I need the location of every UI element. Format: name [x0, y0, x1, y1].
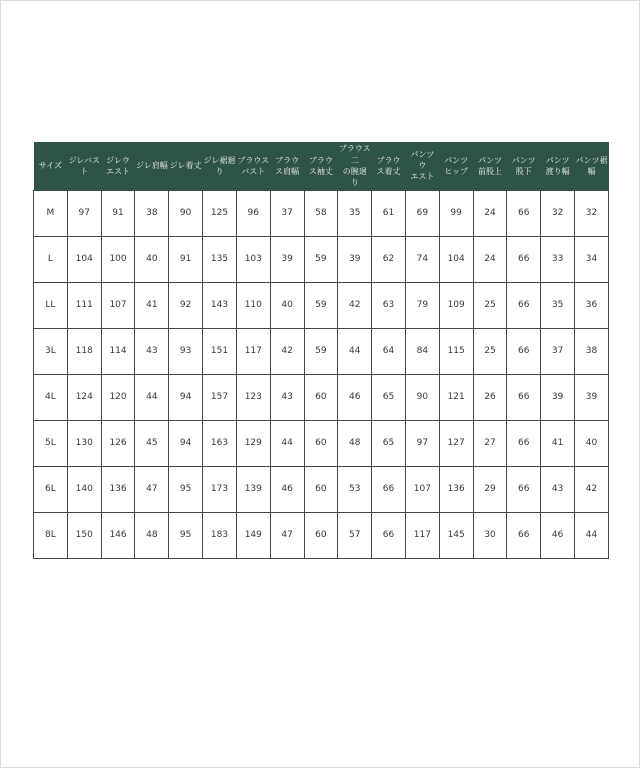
measurement-cell-gilet-shoulder-width: 43 — [135, 328, 169, 374]
size-cell: 3L — [34, 328, 68, 374]
measurement-cell-blouse-length: 65 — [372, 420, 406, 466]
measurement-cell-pants-front-rise: 25 — [473, 282, 507, 328]
measurement-cell-blouse-sleeve-length: 60 — [304, 466, 338, 512]
column-header-gilet-bust: ジレバスト — [67, 142, 101, 190]
column-header-gilet-shoulder-width: ジレ肩幅 — [135, 142, 169, 190]
measurement-cell-blouse-bust: 123 — [236, 374, 270, 420]
measurement-cell-pants-inseam: 66 — [507, 282, 541, 328]
measurement-cell-pants-inseam: 66 — [507, 466, 541, 512]
measurement-cell-gilet-bust: 111 — [67, 282, 101, 328]
column-header-gilet-length: ジレ着丈 — [169, 142, 203, 190]
measurement-cell-pants-waist: 79 — [405, 282, 439, 328]
measurement-cell-pants-hem-width: 38 — [575, 328, 609, 374]
measurement-cell-pants-front-rise: 24 — [473, 190, 507, 236]
size-cell: 8L — [34, 512, 68, 558]
measurement-cell-gilet-length: 95 — [169, 466, 203, 512]
size-chart-table — [33, 142, 609, 559]
measurement-cell-pants-waist: 74 — [405, 236, 439, 282]
measurement-cell-blouse-shoulder-width: 37 — [270, 190, 304, 236]
measurement-cell-pants-hem-width: 32 — [575, 190, 609, 236]
measurement-cell-gilet-waist: 126 — [101, 420, 135, 466]
column-header-blouse-length: ブラウ ス着丈 — [372, 142, 406, 190]
measurement-cell-blouse-length: 63 — [372, 282, 406, 328]
measurement-cell-gilet-waist: 136 — [101, 466, 135, 512]
size-cell: 5L — [34, 420, 68, 466]
column-header-pants-inseam: パンツ股下 — [507, 142, 541, 190]
measurement-cell-pants-hem-width: 40 — [575, 420, 609, 466]
measurement-cell-blouse-shoulder-width: 44 — [270, 420, 304, 466]
column-header-pants-hip: パンツ ヒップ — [439, 142, 473, 190]
column-header-pants-waist: パンツウ エスト — [405, 142, 439, 190]
measurement-cell-gilet-hem-around: 157 — [203, 374, 237, 420]
measurement-cell-gilet-hem-around: 163 — [203, 420, 237, 466]
measurement-cell-blouse-bust: 96 — [236, 190, 270, 236]
measurement-cell-gilet-waist: 100 — [101, 236, 135, 282]
measurement-cell-blouse-sleeve-length: 59 — [304, 282, 338, 328]
measurement-cell-pants-hip: 99 — [439, 190, 473, 236]
measurement-cell-pants-hip: 121 — [439, 374, 473, 420]
measurement-cell-pants-hem-width: 34 — [575, 236, 609, 282]
measurement-cell-gilet-length: 91 — [169, 236, 203, 282]
measurement-cell-blouse-length: 62 — [372, 236, 406, 282]
header-row — [34, 142, 609, 190]
measurement-cell-blouse-shoulder-width: 40 — [270, 282, 304, 328]
table-row-6L — [34, 466, 609, 512]
measurement-cell-pants-front-rise: 29 — [473, 466, 507, 512]
measurement-cell-pants-front-rise: 27 — [473, 420, 507, 466]
column-header-size: サイズ — [34, 142, 68, 190]
measurement-cell-pants-inseam: 66 — [507, 512, 541, 558]
measurement-cell-gilet-shoulder-width: 45 — [135, 420, 169, 466]
measurement-cell-pants-hip: 145 — [439, 512, 473, 558]
measurement-cell-pants-hem-width: 39 — [575, 374, 609, 420]
column-header-pants-hem-width: パンツ裾幅 — [575, 142, 609, 190]
measurement-cell-blouse-sleeve-length: 60 — [304, 374, 338, 420]
measurement-cell-gilet-waist: 146 — [101, 512, 135, 558]
measurement-cell-pants-thigh-width: 35 — [541, 282, 575, 328]
measurement-cell-blouse-bust: 139 — [236, 466, 270, 512]
measurement-cell-blouse-sleeve-length: 59 — [304, 236, 338, 282]
measurement-cell-blouse-shoulder-width: 42 — [270, 328, 304, 374]
size-cell: M — [34, 190, 68, 236]
measurement-cell-gilet-bust: 118 — [67, 328, 101, 374]
measurement-cell-blouse-shoulder-width: 46 — [270, 466, 304, 512]
measurement-cell-gilet-bust: 150 — [67, 512, 101, 558]
table-row-5L — [34, 420, 609, 466]
measurement-cell-blouse-bust: 129 — [236, 420, 270, 466]
measurement-cell-pants-thigh-width: 41 — [541, 420, 575, 466]
measurement-cell-gilet-hem-around: 151 — [203, 328, 237, 374]
measurement-cell-gilet-bust: 130 — [67, 420, 101, 466]
measurement-cell-gilet-bust: 140 — [67, 466, 101, 512]
column-header-blouse-bust: ブラウス バスト — [236, 142, 270, 190]
measurement-cell-blouse-bust: 117 — [236, 328, 270, 374]
table-row-4L — [34, 374, 609, 420]
measurement-cell-gilet-waist: 114 — [101, 328, 135, 374]
measurement-cell-gilet-shoulder-width: 38 — [135, 190, 169, 236]
measurement-cell-gilet-length: 92 — [169, 282, 203, 328]
measurement-cell-gilet-length: 93 — [169, 328, 203, 374]
measurement-cell-gilet-hem-around: 183 — [203, 512, 237, 558]
table-row-L — [34, 236, 609, 282]
measurement-cell-gilet-shoulder-width: 40 — [135, 236, 169, 282]
measurement-cell-blouse-upper-arm-around: 46 — [338, 374, 372, 420]
measurement-cell-blouse-upper-arm-around: 48 — [338, 420, 372, 466]
measurement-cell-pants-front-rise: 25 — [473, 328, 507, 374]
measurement-cell-pants-hem-width: 44 — [575, 512, 609, 558]
measurement-cell-gilet-hem-around: 125 — [203, 190, 237, 236]
measurement-cell-gilet-length: 94 — [169, 420, 203, 466]
measurement-cell-gilet-bust: 97 — [67, 190, 101, 236]
measurement-cell-pants-hem-width: 36 — [575, 282, 609, 328]
column-header-blouse-shoulder-width: ブラウ ス肩幅 — [270, 142, 304, 190]
measurement-cell-pants-waist: 84 — [405, 328, 439, 374]
measurement-cell-blouse-bust: 110 — [236, 282, 270, 328]
measurement-cell-pants-waist: 117 — [405, 512, 439, 558]
column-header-pants-front-rise: パンツ 前股上 — [473, 142, 507, 190]
measurement-cell-pants-front-rise: 26 — [473, 374, 507, 420]
measurement-cell-pants-front-rise: 24 — [473, 236, 507, 282]
measurement-cell-gilet-bust: 104 — [67, 236, 101, 282]
measurement-cell-blouse-bust: 149 — [236, 512, 270, 558]
measurement-cell-pants-waist: 107 — [405, 466, 439, 512]
measurement-cell-blouse-upper-arm-around: 35 — [338, 190, 372, 236]
size-chart-header — [34, 142, 609, 190]
measurement-cell-pants-waist: 90 — [405, 374, 439, 420]
measurement-cell-blouse-length: 66 — [372, 512, 406, 558]
measurement-cell-blouse-upper-arm-around: 39 — [338, 236, 372, 282]
measurement-cell-blouse-sleeve-length: 60 — [304, 512, 338, 558]
measurement-cell-pants-thigh-width: 39 — [541, 374, 575, 420]
measurement-cell-gilet-bust: 124 — [67, 374, 101, 420]
measurement-cell-blouse-length: 64 — [372, 328, 406, 374]
measurement-cell-pants-inseam: 66 — [507, 420, 541, 466]
measurement-cell-gilet-hem-around: 143 — [203, 282, 237, 328]
measurement-cell-pants-waist: 97 — [405, 420, 439, 466]
measurement-cell-blouse-shoulder-width: 43 — [270, 374, 304, 420]
size-cell: 6L — [34, 466, 68, 512]
size-cell: 4L — [34, 374, 68, 420]
measurement-cell-pants-thigh-width: 46 — [541, 512, 575, 558]
measurement-cell-gilet-shoulder-width: 44 — [135, 374, 169, 420]
table-row-8L — [34, 512, 609, 558]
measurement-cell-pants-inseam: 66 — [507, 236, 541, 282]
measurement-cell-gilet-waist: 107 — [101, 282, 135, 328]
column-header-blouse-upper-arm-around: ブラウス二 の腕廻り — [338, 142, 372, 190]
measurement-cell-pants-hip: 136 — [439, 466, 473, 512]
measurement-cell-pants-thigh-width: 32 — [541, 190, 575, 236]
measurement-cell-gilet-waist: 120 — [101, 374, 135, 420]
measurement-cell-pants-thigh-width: 43 — [541, 466, 575, 512]
measurement-cell-blouse-upper-arm-around: 57 — [338, 512, 372, 558]
measurement-cell-pants-waist: 69 — [405, 190, 439, 236]
measurement-cell-gilet-shoulder-width: 41 — [135, 282, 169, 328]
measurement-cell-blouse-length: 61 — [372, 190, 406, 236]
measurement-cell-blouse-length: 65 — [372, 374, 406, 420]
measurement-cell-blouse-sleeve-length: 59 — [304, 328, 338, 374]
measurement-cell-blouse-shoulder-width: 47 — [270, 512, 304, 558]
measurement-cell-blouse-sleeve-length: 60 — [304, 420, 338, 466]
measurement-cell-blouse-sleeve-length: 58 — [304, 190, 338, 236]
measurement-cell-pants-inseam: 66 — [507, 374, 541, 420]
measurement-cell-blouse-shoulder-width: 39 — [270, 236, 304, 282]
measurement-cell-gilet-hem-around: 173 — [203, 466, 237, 512]
measurement-cell-blouse-length: 66 — [372, 466, 406, 512]
measurement-cell-pants-hip: 109 — [439, 282, 473, 328]
measurement-cell-blouse-upper-arm-around: 42 — [338, 282, 372, 328]
table-row-3L — [34, 328, 609, 374]
measurement-cell-gilet-waist: 91 — [101, 190, 135, 236]
measurement-cell-gilet-length: 94 — [169, 374, 203, 420]
measurement-cell-pants-inseam: 66 — [507, 328, 541, 374]
measurement-cell-blouse-bust: 103 — [236, 236, 270, 282]
column-header-gilet-hem-around: ジレ裾廻り — [203, 142, 237, 190]
column-header-blouse-sleeve-length: ブラウ ス袖丈 — [304, 142, 338, 190]
table-row-LL — [34, 282, 609, 328]
measurement-cell-gilet-length: 95 — [169, 512, 203, 558]
measurement-cell-gilet-hem-around: 135 — [203, 236, 237, 282]
column-header-gilet-waist: ジレウ エスト — [101, 142, 135, 190]
measurement-cell-blouse-upper-arm-around: 44 — [338, 328, 372, 374]
size-cell: LL — [34, 282, 68, 328]
measurement-cell-pants-hip: 115 — [439, 328, 473, 374]
measurement-cell-gilet-shoulder-width: 48 — [135, 512, 169, 558]
size-chart-body — [34, 190, 609, 558]
measurement-cell-pants-hip: 127 — [439, 420, 473, 466]
size-cell: L — [34, 236, 68, 282]
measurement-cell-pants-inseam: 66 — [507, 190, 541, 236]
measurement-cell-gilet-shoulder-width: 47 — [135, 466, 169, 512]
measurement-cell-pants-hem-width: 42 — [575, 466, 609, 512]
measurement-cell-blouse-upper-arm-around: 53 — [338, 466, 372, 512]
measurement-cell-pants-thigh-width: 33 — [541, 236, 575, 282]
column-header-pants-thigh-width: パンツ 渡り幅 — [541, 142, 575, 190]
measurement-cell-gilet-length: 90 — [169, 190, 203, 236]
table-row-M — [34, 190, 609, 236]
measurement-cell-pants-hip: 104 — [439, 236, 473, 282]
measurement-cell-pants-front-rise: 30 — [473, 512, 507, 558]
measurement-cell-pants-thigh-width: 37 — [541, 328, 575, 374]
